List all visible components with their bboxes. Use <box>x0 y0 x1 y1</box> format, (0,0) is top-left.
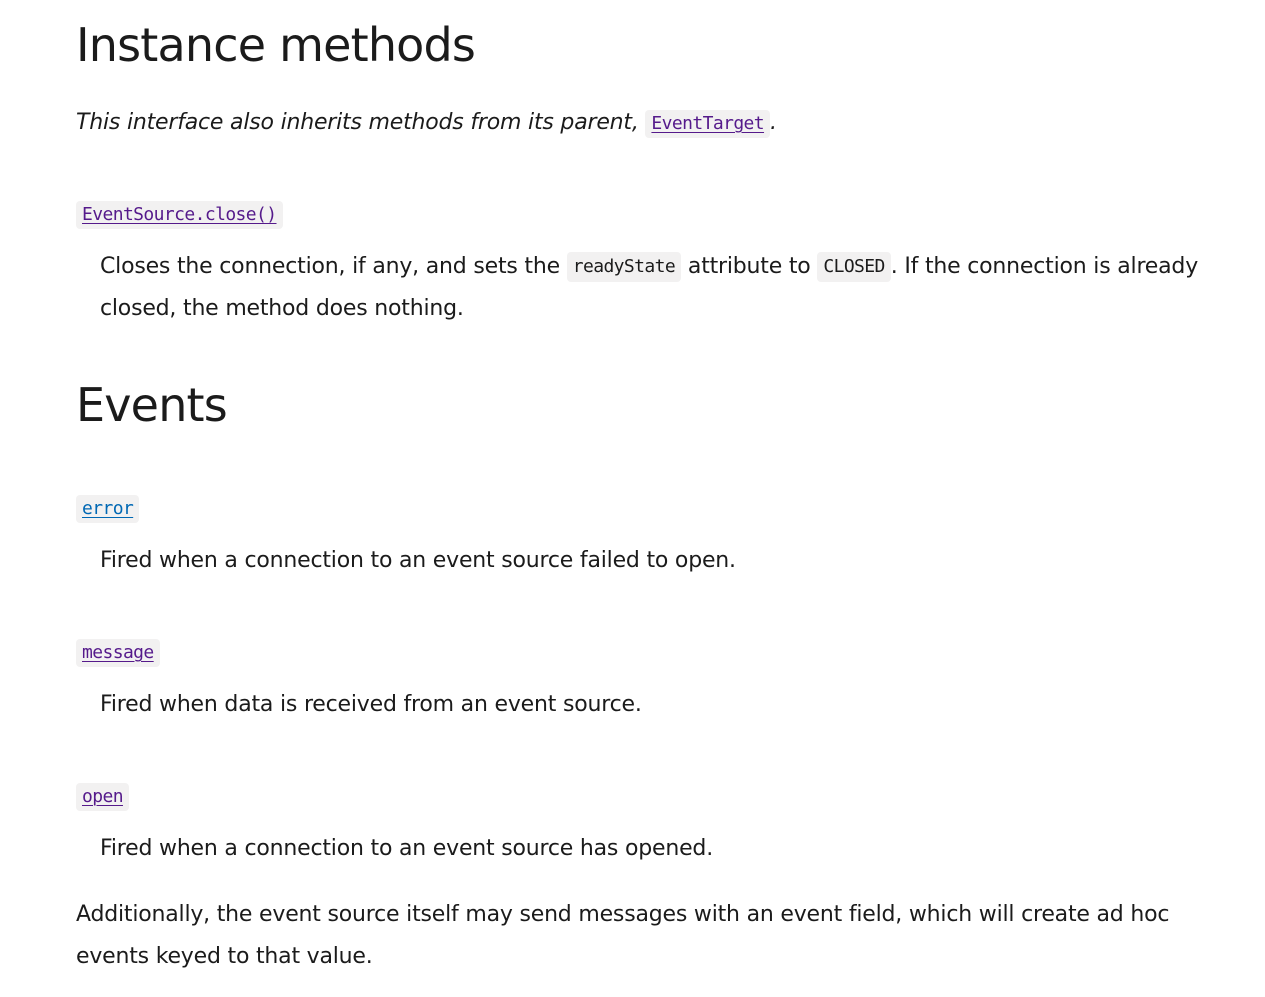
event-term-error <box>76 495 139 523</box>
events-footer-note: Additionally, the event source itself may send messages with an event field, which will create ad hoc events keyed to that value. <box>76 902 1170 969</box>
event-description-open: Fired when a connection to an event source has opened. <box>100 836 713 861</box>
ready-state-code: readyState <box>567 252 681 282</box>
open-event-link[interactable]: open <box>76 783 129 811</box>
method-term-close <box>76 201 283 229</box>
method-description-close <box>100 246 1225 330</box>
close-desc-part-2: attribute to <box>687 254 811 279</box>
closed-code: CLOSED <box>817 252 890 282</box>
close-desc-part-3: . If the connection is already closed, the method does nothing. <box>100 254 1199 321</box>
event-description-error: Fired when a connection to an event source failed to open. <box>100 548 736 573</box>
error-event-link[interactable]: error <box>76 495 139 523</box>
close-desc-part-1: Closes the connection, if any, and sets the <box>100 254 560 279</box>
event-term-open <box>76 783 129 811</box>
instance-methods-heading: Instance methods <box>76 18 476 72</box>
event-target-link[interactable]: EventTarget <box>645 110 770 138</box>
inherits-note-period: . <box>770 110 777 135</box>
inherits-note <box>76 106 777 140</box>
event-term-message <box>76 639 160 667</box>
inherits-note-text: This interface also inherits methods from its parent, <box>76 110 639 135</box>
event-description-message: Fired when data is received from an event source. <box>100 692 642 717</box>
event-source-close-link[interactable]: EventSource.close() <box>76 201 283 229</box>
events-heading: Events <box>76 378 227 432</box>
message-event-link[interactable]: message <box>76 639 160 667</box>
